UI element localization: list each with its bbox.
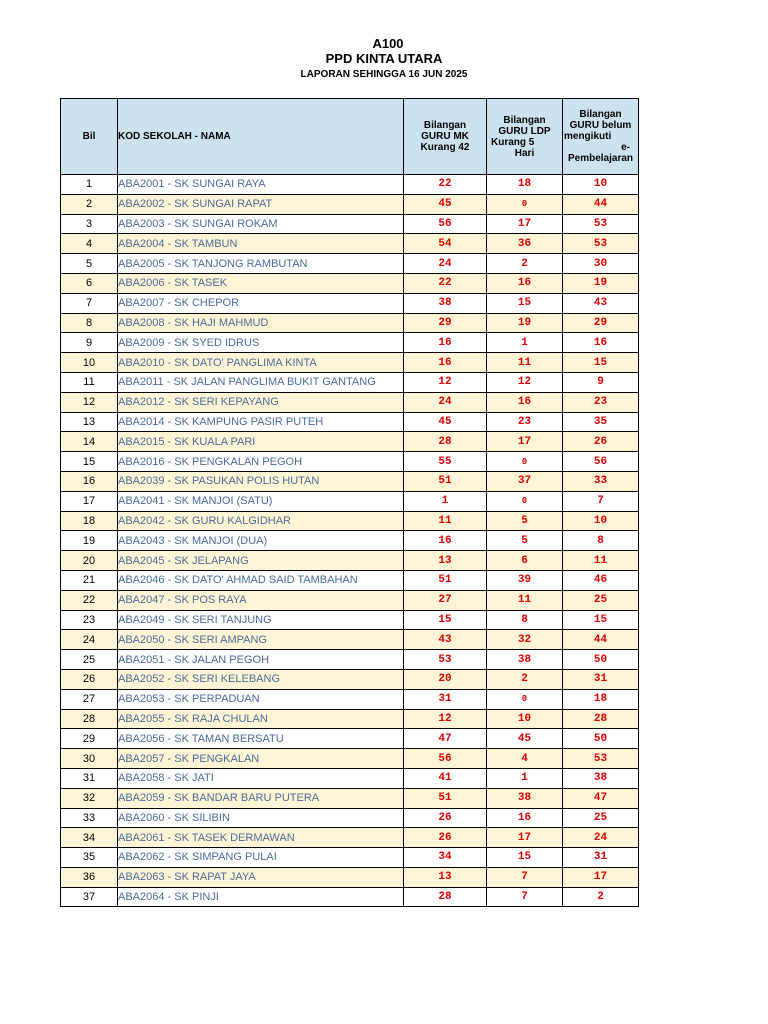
row-school-name: ABA2007 - SK CHEPOR bbox=[118, 293, 404, 313]
row-school-name: ABA2015 - SK KUALA PARI bbox=[118, 432, 404, 452]
row-guru-ldp: 7 bbox=[487, 887, 563, 907]
row-guru-mk: 29 bbox=[404, 313, 487, 333]
table-row bbox=[61, 313, 639, 333]
col-header-guru-belum-line: Pembelajaran bbox=[567, 153, 634, 164]
row-school-name: ABA2003 - SK SUNGAI ROKAM bbox=[118, 214, 404, 234]
row-guru-mk: 53 bbox=[404, 650, 487, 670]
row-bil: 30 bbox=[61, 749, 118, 769]
table-row bbox=[61, 729, 639, 749]
row-school-name: ABA2052 - SK SERI KELEBANG bbox=[118, 669, 404, 689]
row-guru-belum: 17 bbox=[563, 867, 639, 887]
row-bil: 15 bbox=[61, 452, 118, 472]
row-school-name: ABA2058 - SK JATI bbox=[118, 768, 404, 788]
row-school-name: ABA2061 - SK TASEK DERMAWAN bbox=[118, 828, 404, 848]
row-school-name: ABA2047 - SK POS RAYA bbox=[118, 590, 404, 610]
row-guru-belum: 7 bbox=[563, 491, 639, 511]
report-code: A100 bbox=[372, 36, 404, 51]
col-header-guru-belum-line: GURU belum bbox=[569, 120, 632, 131]
row-school-name: ABA2012 - SK SERI KEPAYANG bbox=[118, 392, 404, 412]
col-header-kod-nama: KOD SEKOLAH - NAMA bbox=[118, 99, 404, 175]
row-bil: 5 bbox=[61, 254, 118, 274]
row-guru-ldp: 5 bbox=[487, 531, 563, 551]
table-row bbox=[61, 570, 639, 590]
row-school-name: ABA2050 - SK SERI AMPANG bbox=[118, 630, 404, 650]
row-bil: 35 bbox=[61, 848, 118, 868]
row-guru-ldp: 2 bbox=[487, 254, 563, 274]
table-row bbox=[61, 412, 639, 432]
row-guru-ldp: 12 bbox=[487, 372, 563, 392]
row-bil: 26 bbox=[61, 669, 118, 689]
row-guru-belum: 30 bbox=[563, 254, 639, 274]
row-guru-ldp: 37 bbox=[487, 471, 563, 491]
row-bil: 10 bbox=[61, 353, 118, 373]
row-school-name: ABA2063 - SK RAPAT JAYA bbox=[118, 867, 404, 887]
row-guru-ldp: 38 bbox=[487, 650, 563, 670]
table-row bbox=[61, 848, 639, 868]
row-guru-belum: 46 bbox=[563, 570, 639, 590]
row-guru-ldp: 5 bbox=[487, 511, 563, 531]
row-guru-ldp: 0 bbox=[487, 452, 563, 472]
table-row bbox=[61, 234, 639, 254]
row-guru-mk: 13 bbox=[404, 551, 487, 571]
row-guru-mk: 31 bbox=[404, 689, 487, 709]
row-guru-belum: 15 bbox=[563, 353, 639, 373]
row-school-name: ABA2046 - SK DATO' AHMAD SAID TAMBAHAN bbox=[118, 570, 404, 590]
row-guru-ldp: 19 bbox=[487, 313, 563, 333]
row-guru-mk: 28 bbox=[404, 432, 487, 452]
row-guru-mk: 55 bbox=[404, 452, 487, 472]
row-guru-ldp: 17 bbox=[487, 828, 563, 848]
row-guru-mk: 41 bbox=[404, 768, 487, 788]
row-bil: 1 bbox=[61, 175, 118, 195]
row-guru-belum: 11 bbox=[563, 551, 639, 571]
row-guru-mk: 51 bbox=[404, 471, 487, 491]
row-bil: 4 bbox=[61, 234, 118, 254]
row-guru-mk: 38 bbox=[404, 293, 487, 313]
table-row bbox=[61, 768, 639, 788]
row-bil: 8 bbox=[61, 313, 118, 333]
row-guru-mk: 16 bbox=[404, 353, 487, 373]
table-row bbox=[61, 333, 639, 353]
district-title: PPD KINTA UTARA bbox=[325, 51, 443, 66]
table-row bbox=[61, 491, 639, 511]
row-bil: 28 bbox=[61, 709, 118, 729]
row-guru-mk: 47 bbox=[404, 729, 487, 749]
table-row bbox=[61, 610, 639, 630]
table-row bbox=[61, 749, 639, 769]
row-guru-ldp: 0 bbox=[487, 194, 563, 214]
row-school-name: ABA2059 - SK BANDAR BARU PUTERA bbox=[118, 788, 404, 808]
row-bil: 23 bbox=[61, 610, 118, 630]
row-bil: 6 bbox=[61, 273, 118, 293]
row-bil: 19 bbox=[61, 531, 118, 551]
table-row bbox=[61, 590, 639, 610]
table-row bbox=[61, 353, 639, 373]
row-bil: 31 bbox=[61, 768, 118, 788]
row-bil: 9 bbox=[61, 333, 118, 353]
row-school-name: ABA2064 - SK PINJI bbox=[118, 887, 404, 907]
row-bil: 33 bbox=[61, 808, 118, 828]
table-row bbox=[61, 669, 639, 689]
row-bil: 27 bbox=[61, 689, 118, 709]
col-header-guru-mk-line: Bilangan bbox=[423, 120, 467, 131]
row-guru-mk: 54 bbox=[404, 234, 487, 254]
row-guru-mk: 16 bbox=[404, 531, 487, 551]
row-bil: 34 bbox=[61, 828, 118, 848]
row-guru-ldp: 36 bbox=[487, 234, 563, 254]
table-row bbox=[61, 471, 639, 491]
row-bil: 14 bbox=[61, 432, 118, 452]
row-guru-mk: 43 bbox=[404, 630, 487, 650]
col-header-guru-mk-line: GURU MK bbox=[421, 131, 469, 142]
row-school-name: ABA2014 - SK KAMPUNG PASIR PUTEH bbox=[118, 412, 404, 432]
row-school-name: ABA2042 - SK GURU KALGIDHAR bbox=[118, 511, 404, 531]
col-header-guru-ldp-line: Kurang 5 bbox=[491, 136, 535, 148]
table-row bbox=[61, 214, 639, 234]
row-guru-mk: 56 bbox=[404, 749, 487, 769]
row-guru-belum: 18 bbox=[563, 689, 639, 709]
row-guru-ldp: 11 bbox=[487, 353, 563, 373]
row-guru-ldp: 38 bbox=[487, 788, 563, 808]
row-bil: 24 bbox=[61, 630, 118, 650]
row-guru-ldp: 1 bbox=[487, 333, 563, 353]
row-bil: 18 bbox=[61, 511, 118, 531]
row-bil: 3 bbox=[61, 214, 118, 234]
col-header-guru-mk bbox=[404, 99, 487, 175]
row-guru-belum: 44 bbox=[563, 194, 639, 214]
row-guru-belum: 47 bbox=[563, 788, 639, 808]
row-guru-belum: 24 bbox=[563, 828, 639, 848]
row-school-name: ABA2049 - SK SERI TANJUNG bbox=[118, 610, 404, 630]
row-guru-ldp: 15 bbox=[487, 293, 563, 313]
row-school-name: ABA2051 - SK JALAN PEGOH bbox=[118, 650, 404, 670]
row-guru-mk: 51 bbox=[404, 788, 487, 808]
table-row bbox=[61, 709, 639, 729]
row-guru-mk: 27 bbox=[404, 590, 487, 610]
row-bil: 20 bbox=[61, 551, 118, 571]
row-guru-ldp: 39 bbox=[487, 570, 563, 590]
row-school-name: ABA2057 - SK PENGKALAN bbox=[118, 749, 404, 769]
row-bil: 29 bbox=[61, 729, 118, 749]
row-school-name: ABA2005 - SK TANJONG RAMBUTAN bbox=[118, 254, 404, 274]
table-row bbox=[61, 689, 639, 709]
row-school-name: ABA2045 - SK JELAPANG bbox=[118, 551, 404, 571]
row-guru-belum: 10 bbox=[563, 511, 639, 531]
row-guru-ldp: 16 bbox=[487, 808, 563, 828]
col-header-guru-ldp-line: Hari bbox=[514, 147, 535, 159]
row-guru-ldp: 2 bbox=[487, 669, 563, 689]
col-header-guru-ldp-line: GURU LDP bbox=[498, 125, 551, 137]
col-header-guru-mk-line: Kurang 42 bbox=[420, 142, 470, 153]
row-guru-ldp: 23 bbox=[487, 412, 563, 432]
row-school-name: ABA2011 - SK JALAN PANGLIMA BUKIT GANTANG bbox=[118, 372, 404, 392]
table-row bbox=[61, 887, 639, 907]
table-row bbox=[61, 630, 639, 650]
row-guru-ldp: 16 bbox=[487, 392, 563, 412]
row-guru-belum: 31 bbox=[563, 848, 639, 868]
table-row bbox=[61, 808, 639, 828]
col-header-guru-ldp bbox=[487, 99, 563, 175]
row-guru-mk: 16 bbox=[404, 333, 487, 353]
row-guru-ldp: 16 bbox=[487, 273, 563, 293]
table-row bbox=[61, 828, 639, 848]
row-guru-belum: 26 bbox=[563, 432, 639, 452]
row-school-name: ABA2062 - SK SIMPANG PULAI bbox=[118, 848, 404, 868]
table-row bbox=[61, 788, 639, 808]
report-date: LAPORAN SEHINGGA 16 JUN 2025 bbox=[300, 69, 468, 80]
col-header-guru-belum bbox=[563, 99, 639, 175]
row-school-name: ABA2039 - SK PASUKAN POLIS HUTAN bbox=[118, 471, 404, 491]
row-guru-mk: 11 bbox=[404, 511, 487, 531]
row-guru-ldp: 10 bbox=[487, 709, 563, 729]
row-guru-belum: 29 bbox=[563, 313, 639, 333]
school-report-table bbox=[60, 98, 639, 907]
row-guru-belum: 43 bbox=[563, 293, 639, 313]
row-guru-belum: 2 bbox=[563, 887, 639, 907]
row-guru-belum: 53 bbox=[563, 214, 639, 234]
table-row bbox=[61, 194, 639, 214]
table-row bbox=[61, 551, 639, 571]
row-bil: 17 bbox=[61, 491, 118, 511]
row-bil: 11 bbox=[61, 372, 118, 392]
row-guru-belum: 38 bbox=[563, 768, 639, 788]
row-guru-belum: 50 bbox=[563, 729, 639, 749]
row-guru-ldp: 6 bbox=[487, 551, 563, 571]
row-guru-belum: 31 bbox=[563, 669, 639, 689]
row-school-name: ABA2043 - SK MANJOI (DUA) bbox=[118, 531, 404, 551]
row-guru-belum: 35 bbox=[563, 412, 639, 432]
col-header-guru-belum-line: e- bbox=[621, 142, 630, 153]
row-guru-belum: 53 bbox=[563, 234, 639, 254]
row-school-name: ABA2041 - SK MANJOI (SATU) bbox=[118, 491, 404, 511]
row-bil: 2 bbox=[61, 194, 118, 214]
row-guru-mk: 12 bbox=[404, 709, 487, 729]
row-guru-belum: 8 bbox=[563, 531, 639, 551]
row-school-name: ABA2008 - SK HAJI MAHMUD bbox=[118, 313, 404, 333]
row-guru-belum: 15 bbox=[563, 610, 639, 630]
row-bil: 36 bbox=[61, 867, 118, 887]
table-row bbox=[61, 511, 639, 531]
row-school-name: ABA2006 - SK TASEK bbox=[118, 273, 404, 293]
row-school-name: ABA2060 - SK SILIBIN bbox=[118, 808, 404, 828]
row-guru-mk: 22 bbox=[404, 175, 487, 195]
row-school-name: ABA2009 - SK SYED IDRUS bbox=[118, 333, 404, 353]
table-row bbox=[61, 432, 639, 452]
col-header-bil: Bil bbox=[61, 99, 118, 175]
row-guru-ldp: 1 bbox=[487, 768, 563, 788]
row-guru-ldp: 17 bbox=[487, 214, 563, 234]
table-row bbox=[61, 293, 639, 313]
col-header-guru-belum-line: Bilangan bbox=[579, 109, 622, 120]
table-row bbox=[61, 452, 639, 472]
row-bil: 12 bbox=[61, 392, 118, 412]
row-bil: 37 bbox=[61, 887, 118, 907]
row-guru-ldp: 0 bbox=[487, 689, 563, 709]
table-row bbox=[61, 867, 639, 887]
row-bil: 21 bbox=[61, 570, 118, 590]
row-guru-mk: 13 bbox=[404, 867, 487, 887]
row-school-name: ABA2004 - SK TAMBUN bbox=[118, 234, 404, 254]
row-guru-belum: 28 bbox=[563, 709, 639, 729]
row-school-name: ABA2016 - SK PENGKALAN PEGOH bbox=[118, 452, 404, 472]
row-guru-belum: 25 bbox=[563, 590, 639, 610]
row-guru-belum: 33 bbox=[563, 471, 639, 491]
row-guru-belum: 44 bbox=[563, 630, 639, 650]
table-row bbox=[61, 372, 639, 392]
row-guru-mk: 22 bbox=[404, 273, 487, 293]
row-school-name: ABA2001 - SK SUNGAI RAYA bbox=[118, 175, 404, 195]
table-header-row bbox=[61, 99, 639, 175]
row-guru-mk: 26 bbox=[404, 808, 487, 828]
row-guru-ldp: 7 bbox=[487, 867, 563, 887]
table-body bbox=[61, 175, 639, 907]
row-bil: 25 bbox=[61, 650, 118, 670]
row-guru-mk: 12 bbox=[404, 372, 487, 392]
table-row bbox=[61, 392, 639, 412]
row-bil: 13 bbox=[61, 412, 118, 432]
table-row bbox=[61, 531, 639, 551]
row-school-name: ABA2053 - SK PERPADUAN bbox=[118, 689, 404, 709]
row-school-name: ABA2056 - SK TAMAN BERSATU bbox=[118, 729, 404, 749]
row-bil: 32 bbox=[61, 788, 118, 808]
row-guru-ldp: 11 bbox=[487, 590, 563, 610]
row-guru-belum: 19 bbox=[563, 273, 639, 293]
row-guru-belum: 10 bbox=[563, 175, 639, 195]
row-guru-mk: 28 bbox=[404, 887, 487, 907]
row-guru-belum: 50 bbox=[563, 650, 639, 670]
row-guru-ldp: 8 bbox=[487, 610, 563, 630]
row-guru-ldp: 17 bbox=[487, 432, 563, 452]
row-guru-mk: 26 bbox=[404, 828, 487, 848]
row-bil: 7 bbox=[61, 293, 118, 313]
table-row bbox=[61, 254, 639, 274]
row-guru-belum: 23 bbox=[563, 392, 639, 412]
row-school-name: ABA2002 - SK SUNGAI RAPAT bbox=[118, 194, 404, 214]
row-guru-ldp: 4 bbox=[487, 749, 563, 769]
row-guru-mk: 15 bbox=[404, 610, 487, 630]
row-guru-ldp: 0 bbox=[487, 491, 563, 511]
row-guru-ldp: 32 bbox=[487, 630, 563, 650]
row-guru-mk: 51 bbox=[404, 570, 487, 590]
row-guru-belum: 9 bbox=[563, 372, 639, 392]
table-row bbox=[61, 273, 639, 293]
row-guru-belum: 25 bbox=[563, 808, 639, 828]
row-school-name: ABA2010 - SK DATO' PANGLIMA KINTA bbox=[118, 353, 404, 373]
row-guru-mk: 1 bbox=[404, 491, 487, 511]
row-guru-mk: 45 bbox=[404, 412, 487, 432]
table-row bbox=[61, 175, 639, 195]
col-header-guru-ldp-line: Bilangan bbox=[503, 114, 546, 126]
row-guru-mk: 24 bbox=[404, 254, 487, 274]
row-guru-mk: 34 bbox=[404, 848, 487, 868]
row-bil: 22 bbox=[61, 590, 118, 610]
row-guru-belum: 56 bbox=[563, 452, 639, 472]
col-header-guru-belum-line: mengikuti bbox=[564, 131, 612, 142]
row-guru-mk: 20 bbox=[404, 669, 487, 689]
table-row bbox=[61, 650, 639, 670]
row-guru-ldp: 15 bbox=[487, 848, 563, 868]
row-guru-mk: 24 bbox=[404, 392, 487, 412]
row-guru-mk: 56 bbox=[404, 214, 487, 234]
row-bil: 16 bbox=[61, 471, 118, 491]
row-guru-mk: 45 bbox=[404, 194, 487, 214]
row-guru-ldp: 45 bbox=[487, 729, 563, 749]
row-guru-belum: 16 bbox=[563, 333, 639, 353]
row-school-name: ABA2055 - SK RAJA CHULAN bbox=[118, 709, 404, 729]
row-guru-ldp: 18 bbox=[487, 175, 563, 195]
row-guru-belum: 53 bbox=[563, 749, 639, 769]
